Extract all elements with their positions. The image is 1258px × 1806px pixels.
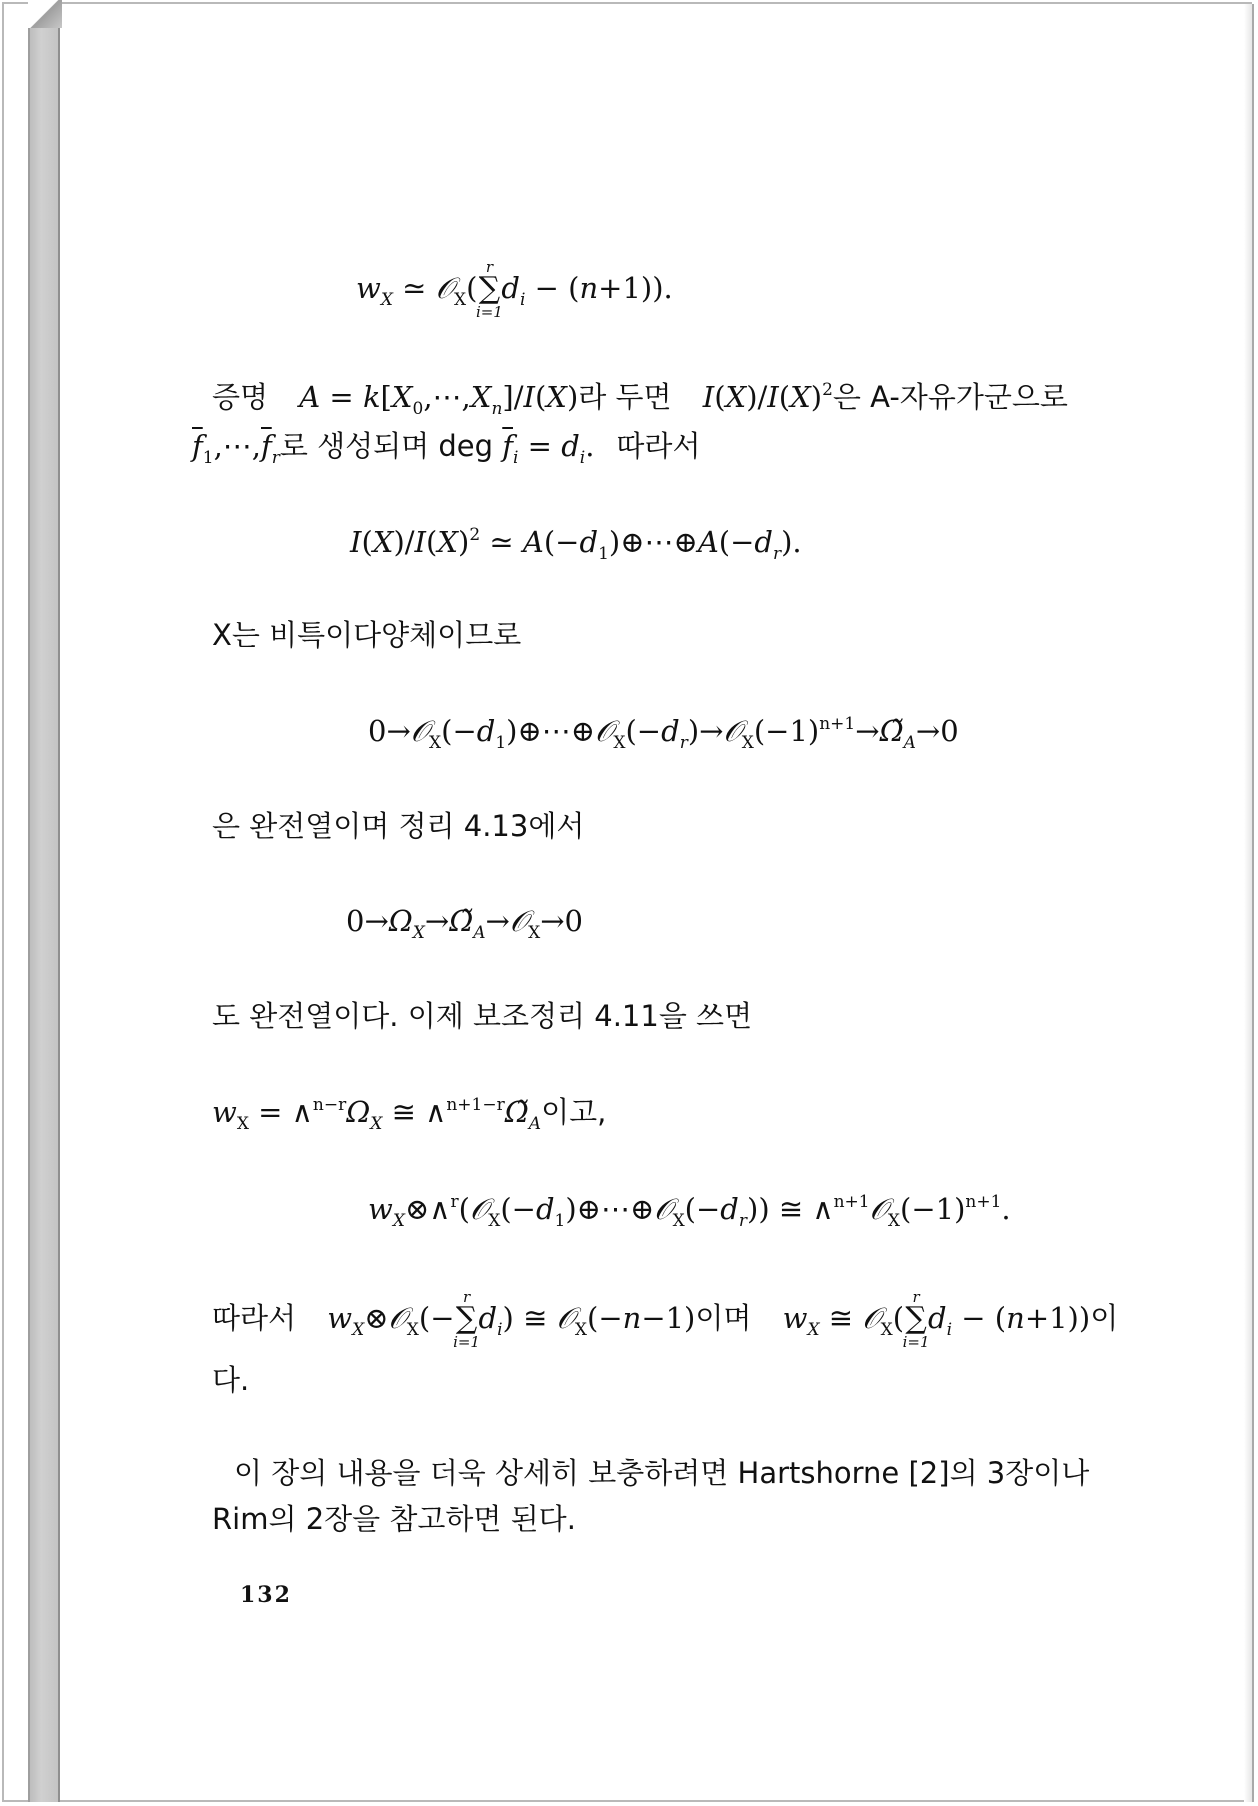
formula-tensor: $w_X\otimes\wedge^r(𝒪_X(-d_1)\oplus\cdots\oplus 𝒪_X(-d_r))$ ≅ $\wedge^{n+1}𝒪_X(-1)^{n+1}$. xyxy=(368,1192,1011,1231)
lemma-statement xyxy=(212,999,753,1033)
closing-text-2: Rim의 2장을 참고하면 된다. xyxy=(212,1502,576,1536)
proof-label: 증명 xyxy=(212,380,269,414)
i-text: 이 xyxy=(1090,1301,1119,1335)
proof-line-2: $\overline{f}_1,\cdots,\overline{f}_r$로 생성되며 deg $\overline{f}_i = d_i$. 따라서 xyxy=(192,429,701,468)
proof-text-2: 은 A-자유가군으로 xyxy=(832,380,1068,414)
smooth-text: X는 비특이다양체이므로 xyxy=(212,618,522,652)
formula-conormal: $I(X)/I(X)^2$ ≃ $A(-d_1)\oplus\cdots\oplus A(-d_r)$. xyxy=(350,525,802,564)
conclusion-end xyxy=(212,1363,250,1397)
exact-text: 은 완전열이며 정리 4.13에서 xyxy=(212,809,585,843)
smooth-statement xyxy=(212,618,522,652)
formula-wedge: $w_X$ = $\wedge^{n-r}\Omega_X$ ≅ $\wedge^{n+1-r}\Omegã_A$이고, xyxy=(212,1095,607,1134)
formula-canonical-sheaf: $w_X$ ≃ 𝒪$_X$( r ∑ i=1 $d_i - (n+1)$). xyxy=(356,258,673,321)
book-spine xyxy=(28,4,60,1802)
document-page xyxy=(62,4,1242,1802)
closing-line-1 xyxy=(234,1456,1090,1490)
and-text: 이고, xyxy=(541,1095,607,1129)
closing-line-2 xyxy=(212,1502,576,1536)
exact-statement xyxy=(212,809,585,843)
therefore2-text: 따라서 xyxy=(212,1301,297,1335)
imyeo-text: 이며 xyxy=(695,1301,752,1335)
lemma-text: 도 완전열이다. 이제 보조정리 4.11을 쓰면 xyxy=(212,999,753,1033)
da-text: 다. xyxy=(212,1363,250,1397)
therefore-text: 따라서 xyxy=(616,429,701,463)
closing-text-1: 이 장의 내용을 더욱 상세히 보충하려면 Hartshorne [2]의 3장이나 xyxy=(234,1456,1090,1490)
book-corner xyxy=(28,0,62,28)
proof-line-1: 증명 $A = k[X_0,\cdots,X_n]/I(X)$라 두면 $I(X)/I(X)^2$은 A-자유가군으로 xyxy=(212,380,1068,419)
formula-conclusion: 따라서 $w_X\otimes 𝒪_X(-$ r ∑ i=1 $d_i$) ≅ 𝒪$_X$(−n−1)이며 $w_X$ ≅ 𝒪$_X$( r ∑ i=1 $d_i - (n+1)$)이 xyxy=(212,1288,1119,1351)
generated-text: 로 생성되며 deg xyxy=(279,429,494,463)
page-edge xyxy=(1244,4,1254,1802)
formula-exact-sequence-2: $0\to\Omega_X\to\Omegã_A\to 𝒪_X\to 0$ xyxy=(346,904,583,943)
page-number: 132 xyxy=(240,1582,292,1608)
proof-text-1: 라 두면 xyxy=(578,380,672,414)
formula-exact-sequence-1: $0\to 𝒪_X(-d_1)\oplus\cdots\oplus 𝒪_X(-d_r)\to 𝒪_X(-1)^{n+1}\to\Omegã_A\to 0$ xyxy=(368,714,959,753)
